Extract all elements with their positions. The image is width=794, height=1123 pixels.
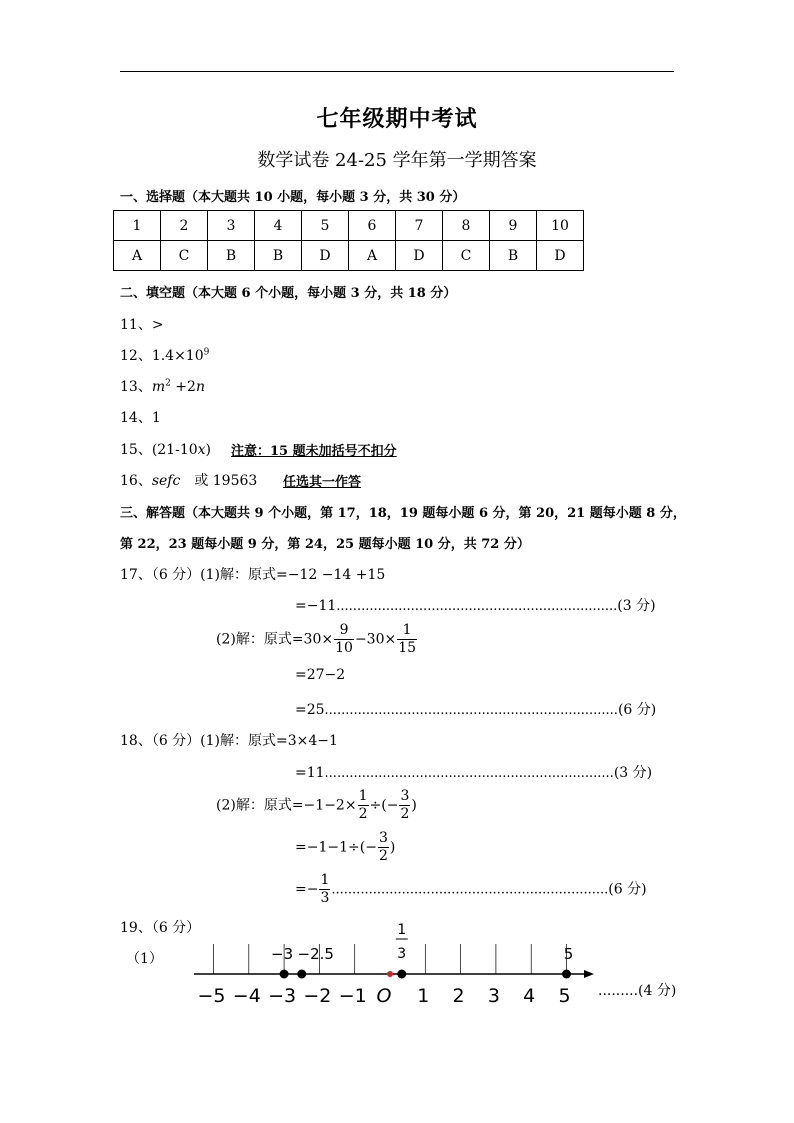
answer-13: [120, 376, 205, 396]
answer-13-m: m: [151, 379, 166, 395]
answer-16: [120, 470, 257, 490]
table-cell: C: [161, 241, 208, 271]
q17-step: =−11: [295, 598, 337, 614]
table-cell: D: [396, 241, 443, 271]
fraction: [378, 830, 389, 865]
q18-line4-pre: =−1−1÷(−: [295, 839, 377, 856]
q17-line5: [295, 699, 656, 719]
answer-16-note: 任选其一作答: [283, 475, 362, 490]
q17-result: =25: [295, 702, 325, 718]
q17-line4: =27−2: [295, 667, 346, 683]
point-one-third: [397, 970, 406, 979]
table-cell: D: [537, 241, 584, 271]
answer-14: 14、1: [120, 410, 161, 426]
q17-part2-label: (2)解：原式=30×: [216, 631, 334, 648]
dot-leader: ....................................................................: [336, 599, 618, 614]
answer-12-base: 12、1.4×10: [120, 348, 204, 364]
page-title: 七年级期中考试: [316, 106, 478, 132]
answer-15-suffix: ): [205, 442, 212, 458]
answer-15: [120, 439, 211, 459]
fraction-numerator: 1: [358, 788, 368, 804]
number-line-tick-label: 4: [523, 985, 536, 1007]
answer-11: 11、>: [120, 317, 164, 333]
q18-final-score: (6 分): [608, 881, 647, 898]
q18-part2-end: ): [411, 797, 417, 814]
table-cell: B: [208, 241, 255, 271]
table-cell: B: [490, 241, 537, 271]
fraction: [358, 788, 369, 823]
fraction: [334, 622, 354, 657]
q19-score: .........(4 分): [598, 983, 677, 999]
table-cell: B: [255, 241, 302, 271]
header-rule: [120, 71, 674, 72]
answer-table-number-row: [114, 211, 584, 241]
q17-final-score: (6 分): [617, 702, 657, 718]
answer-12: [120, 345, 209, 365]
table-cell: 6: [349, 211, 396, 241]
fraction-denominator: 15: [398, 640, 417, 656]
answer-15-x: x: [197, 442, 206, 458]
number-line-tick-label: −1: [338, 985, 367, 1007]
arrow-icon: [584, 970, 594, 978]
fraction-numerator: 1: [397, 622, 417, 640]
number-line-tick-label: −4: [232, 985, 261, 1007]
q18-line4-end: ): [389, 839, 396, 856]
point-label-5: 5: [563, 945, 574, 963]
q17-line2: [295, 595, 656, 615]
table-cell: 9: [490, 211, 537, 241]
table-cell: 7: [396, 211, 443, 241]
table-cell: 2: [161, 211, 208, 241]
table-cell: 5: [302, 211, 349, 241]
number-line-tick-label: 5: [558, 985, 571, 1007]
answer-13-exponent: 2: [165, 378, 171, 389]
origin-point: [387, 971, 393, 977]
dot-leader: ......................................................................: [324, 766, 614, 781]
number-line-tick-label: 2: [452, 985, 465, 1007]
point-label-third-numerator: 1: [397, 922, 407, 938]
table-cell: D: [302, 241, 349, 271]
dot-leader: .......................................................................: [324, 703, 618, 718]
q18-part2-mid: ÷(−: [369, 797, 399, 814]
number-line-tick-label: −3: [268, 985, 297, 1007]
answer-table-answer-row: [114, 241, 584, 271]
number-line-tick-label: O: [376, 985, 392, 1007]
fraction-numerator: 3: [378, 830, 388, 846]
number-line-tick-label: 1: [417, 985, 430, 1007]
page-subtitle: 数学试卷 24-25 学年第一学期答案: [257, 150, 537, 171]
number-line-tick-label: −2: [303, 985, 332, 1007]
fraction-numerator: 1: [320, 872, 330, 888]
q17-part2: [216, 622, 418, 657]
number-line-tick-labels: [197, 985, 570, 1007]
table-cell: 8: [443, 211, 490, 241]
fraction-denominator: 2: [378, 848, 388, 864]
q18-score: (3 分): [613, 765, 653, 781]
table-cell: 1: [114, 211, 161, 241]
answer-16-sefc: sefc: [151, 473, 181, 489]
q17-score: (3 分): [617, 598, 656, 614]
number-line: [190, 918, 600, 1008]
fraction: [319, 872, 330, 907]
table-cell: 3: [208, 211, 255, 241]
number-line-ticks: [214, 944, 567, 974]
answer-13-prefix: 13、: [120, 379, 152, 395]
q17-line1: 17、（6 分）(1)解：原式=−12 −14 +15: [120, 567, 386, 583]
point-neg-2.5: [297, 970, 306, 979]
q19-part1: （1）: [126, 951, 163, 967]
fraction-denominator: 2: [400, 806, 410, 822]
answer-16-prefix: 16、: [120, 473, 152, 489]
table-cell: A: [349, 241, 396, 271]
fraction-numerator: 3: [400, 788, 410, 804]
q18-line4: [295, 830, 395, 865]
fraction: [397, 622, 417, 657]
q18-line2: [295, 762, 652, 782]
q18-step: =11: [295, 765, 325, 781]
answer-13-plus: +2: [170, 379, 196, 395]
fraction-denominator: 10: [335, 640, 353, 656]
section3-heading-line1: 三、解答题（本大题共 9 个小题，第 17，18，19 题每小题 6 分，第 20，21 题每小题 8 分，: [120, 506, 686, 521]
q18-part2: [216, 788, 417, 823]
point-label-neg-2.5: −2.5: [297, 945, 334, 963]
number-line-tick-label: −5: [197, 985, 226, 1007]
point-5: [562, 970, 571, 979]
table-cell: C: [443, 241, 490, 271]
fraction: [399, 788, 410, 823]
q18-line5: [295, 872, 647, 907]
point-neg-3: [280, 970, 289, 979]
point-label-third-denominator: 3: [397, 946, 407, 962]
table-cell: A: [114, 241, 161, 271]
number-line-tick-label: 3: [487, 985, 500, 1007]
fraction-denominator: 3: [320, 890, 330, 906]
answer-12-exponent: 9: [203, 347, 210, 358]
answer-13-n: n: [195, 379, 205, 395]
q18-part2-label: (2)解：原式=−1−2×: [216, 797, 357, 814]
answer-16-alt: 或 19563: [194, 473, 258, 489]
answer-15-note: 注意：15 题未加括号不扣分: [231, 444, 397, 459]
q18-line1: 18、（6 分）(1)解：原式=3×4−1: [120, 733, 338, 749]
dot-leader: ...................................................................: [331, 882, 609, 898]
table-cell: 10: [537, 211, 584, 241]
fraction-numerator: 9: [334, 622, 354, 640]
answer-15-prefix: 15、(21-10: [120, 442, 198, 458]
answer-table: [113, 210, 584, 271]
table-cell: 4: [255, 211, 302, 241]
fraction-denominator: 2: [358, 806, 368, 822]
q17-part2-mid: −30×: [354, 631, 397, 648]
point-label-neg-3: −3: [271, 945, 294, 963]
section2-heading: 二、填空题（本大题 6 个小题，每小题 3 分，共 18 分）: [120, 286, 457, 301]
q19-label: 19、（6 分）: [120, 920, 201, 936]
section3-heading-line2: 第 22，23 题每小题 9 分，第 24，25 题每小题 10 分，共 72 分）: [120, 537, 530, 552]
q18-line5-pre: =−: [295, 881, 319, 898]
section1-heading: 一、选择题（本大题共 10 小题，每小题 3 分，共 30 分）: [120, 190, 466, 205]
